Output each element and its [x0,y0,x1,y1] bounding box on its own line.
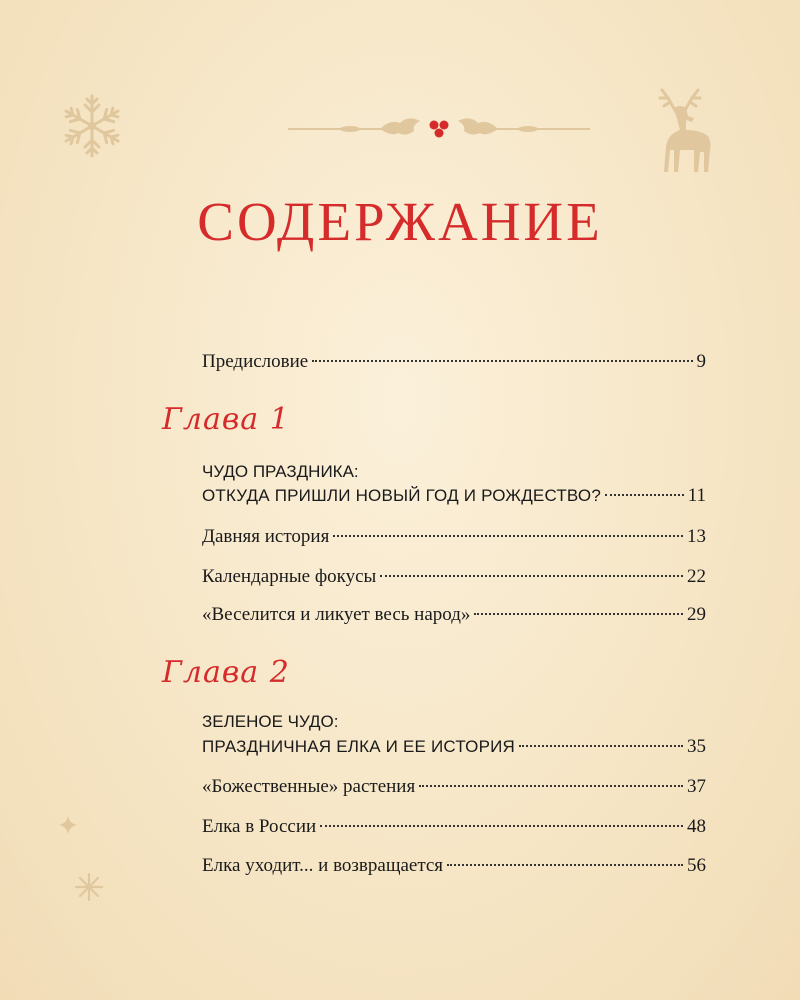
toc-entry-label: Календарные фокусы [202,566,377,587]
leader-dots [474,613,683,615]
leader-dots [519,745,683,747]
toc-entry-label: Елка уходит... и возвращается [202,855,444,876]
chapter-subtitle: ЧУДО ПРАЗДНИКА: [202,462,359,481]
toc-entry[interactable] [202,603,706,627]
chapter-heading: Глава 2 [162,655,290,690]
toc-entry-preface[interactable] [202,350,706,374]
toc-entry-label: «Божественные» растения [202,776,416,797]
toc-page-number: 29 [687,604,706,625]
chapter-heading: Глава 1 [162,402,290,437]
toc-entry-label: ПРАЗДНИЧНАЯ ЕЛКА И ЕЕ ИСТОРИЯ [202,737,516,756]
leader-dots [419,785,683,787]
toc-entry[interactable] [202,815,706,839]
toc-page-number: 9 [696,351,706,372]
toc-entry[interactable] [202,775,706,799]
leader-dots [312,360,692,362]
toc-entry[interactable] [202,565,706,589]
toc-page-number: 22 [687,566,706,587]
toc-entry-label: Давняя история [202,526,330,547]
toc-page-number: 56 [687,855,706,876]
leader-dots [320,825,683,827]
toc-page-number: 48 [687,816,706,837]
toc-page-number: 37 [687,776,706,797]
page-title: СОДЕРЖАНИЕ [197,191,603,252]
toc-entry[interactable] [202,525,706,549]
toc-entry-label: Елка в России [202,816,317,837]
chapter-subtitle: ЗЕЛЕНОЕ ЧУДО: [202,712,339,731]
toc-entry-chapter-subtitle[interactable] [202,735,706,759]
toc-entry-label: Предисловие [202,351,309,372]
toc-entry[interactable] [202,854,706,878]
leader-dots [380,575,683,577]
toc-entry-label: «Веселится и ликует весь народ» [202,604,471,625]
leader-dots [447,864,683,866]
leader-dots [605,494,684,496]
toc-page-number: 35 [687,736,706,757]
toc-page-number: 13 [687,526,706,547]
leader-dots [333,535,683,537]
toc-page-number: 11 [687,485,706,506]
toc-entry-label: ОТКУДА ПРИШЛИ НОВЫЙ ГОД И РОЖДЕСТВО? [202,486,601,505]
toc-entry-chapter-subtitle[interactable] [202,484,706,508]
